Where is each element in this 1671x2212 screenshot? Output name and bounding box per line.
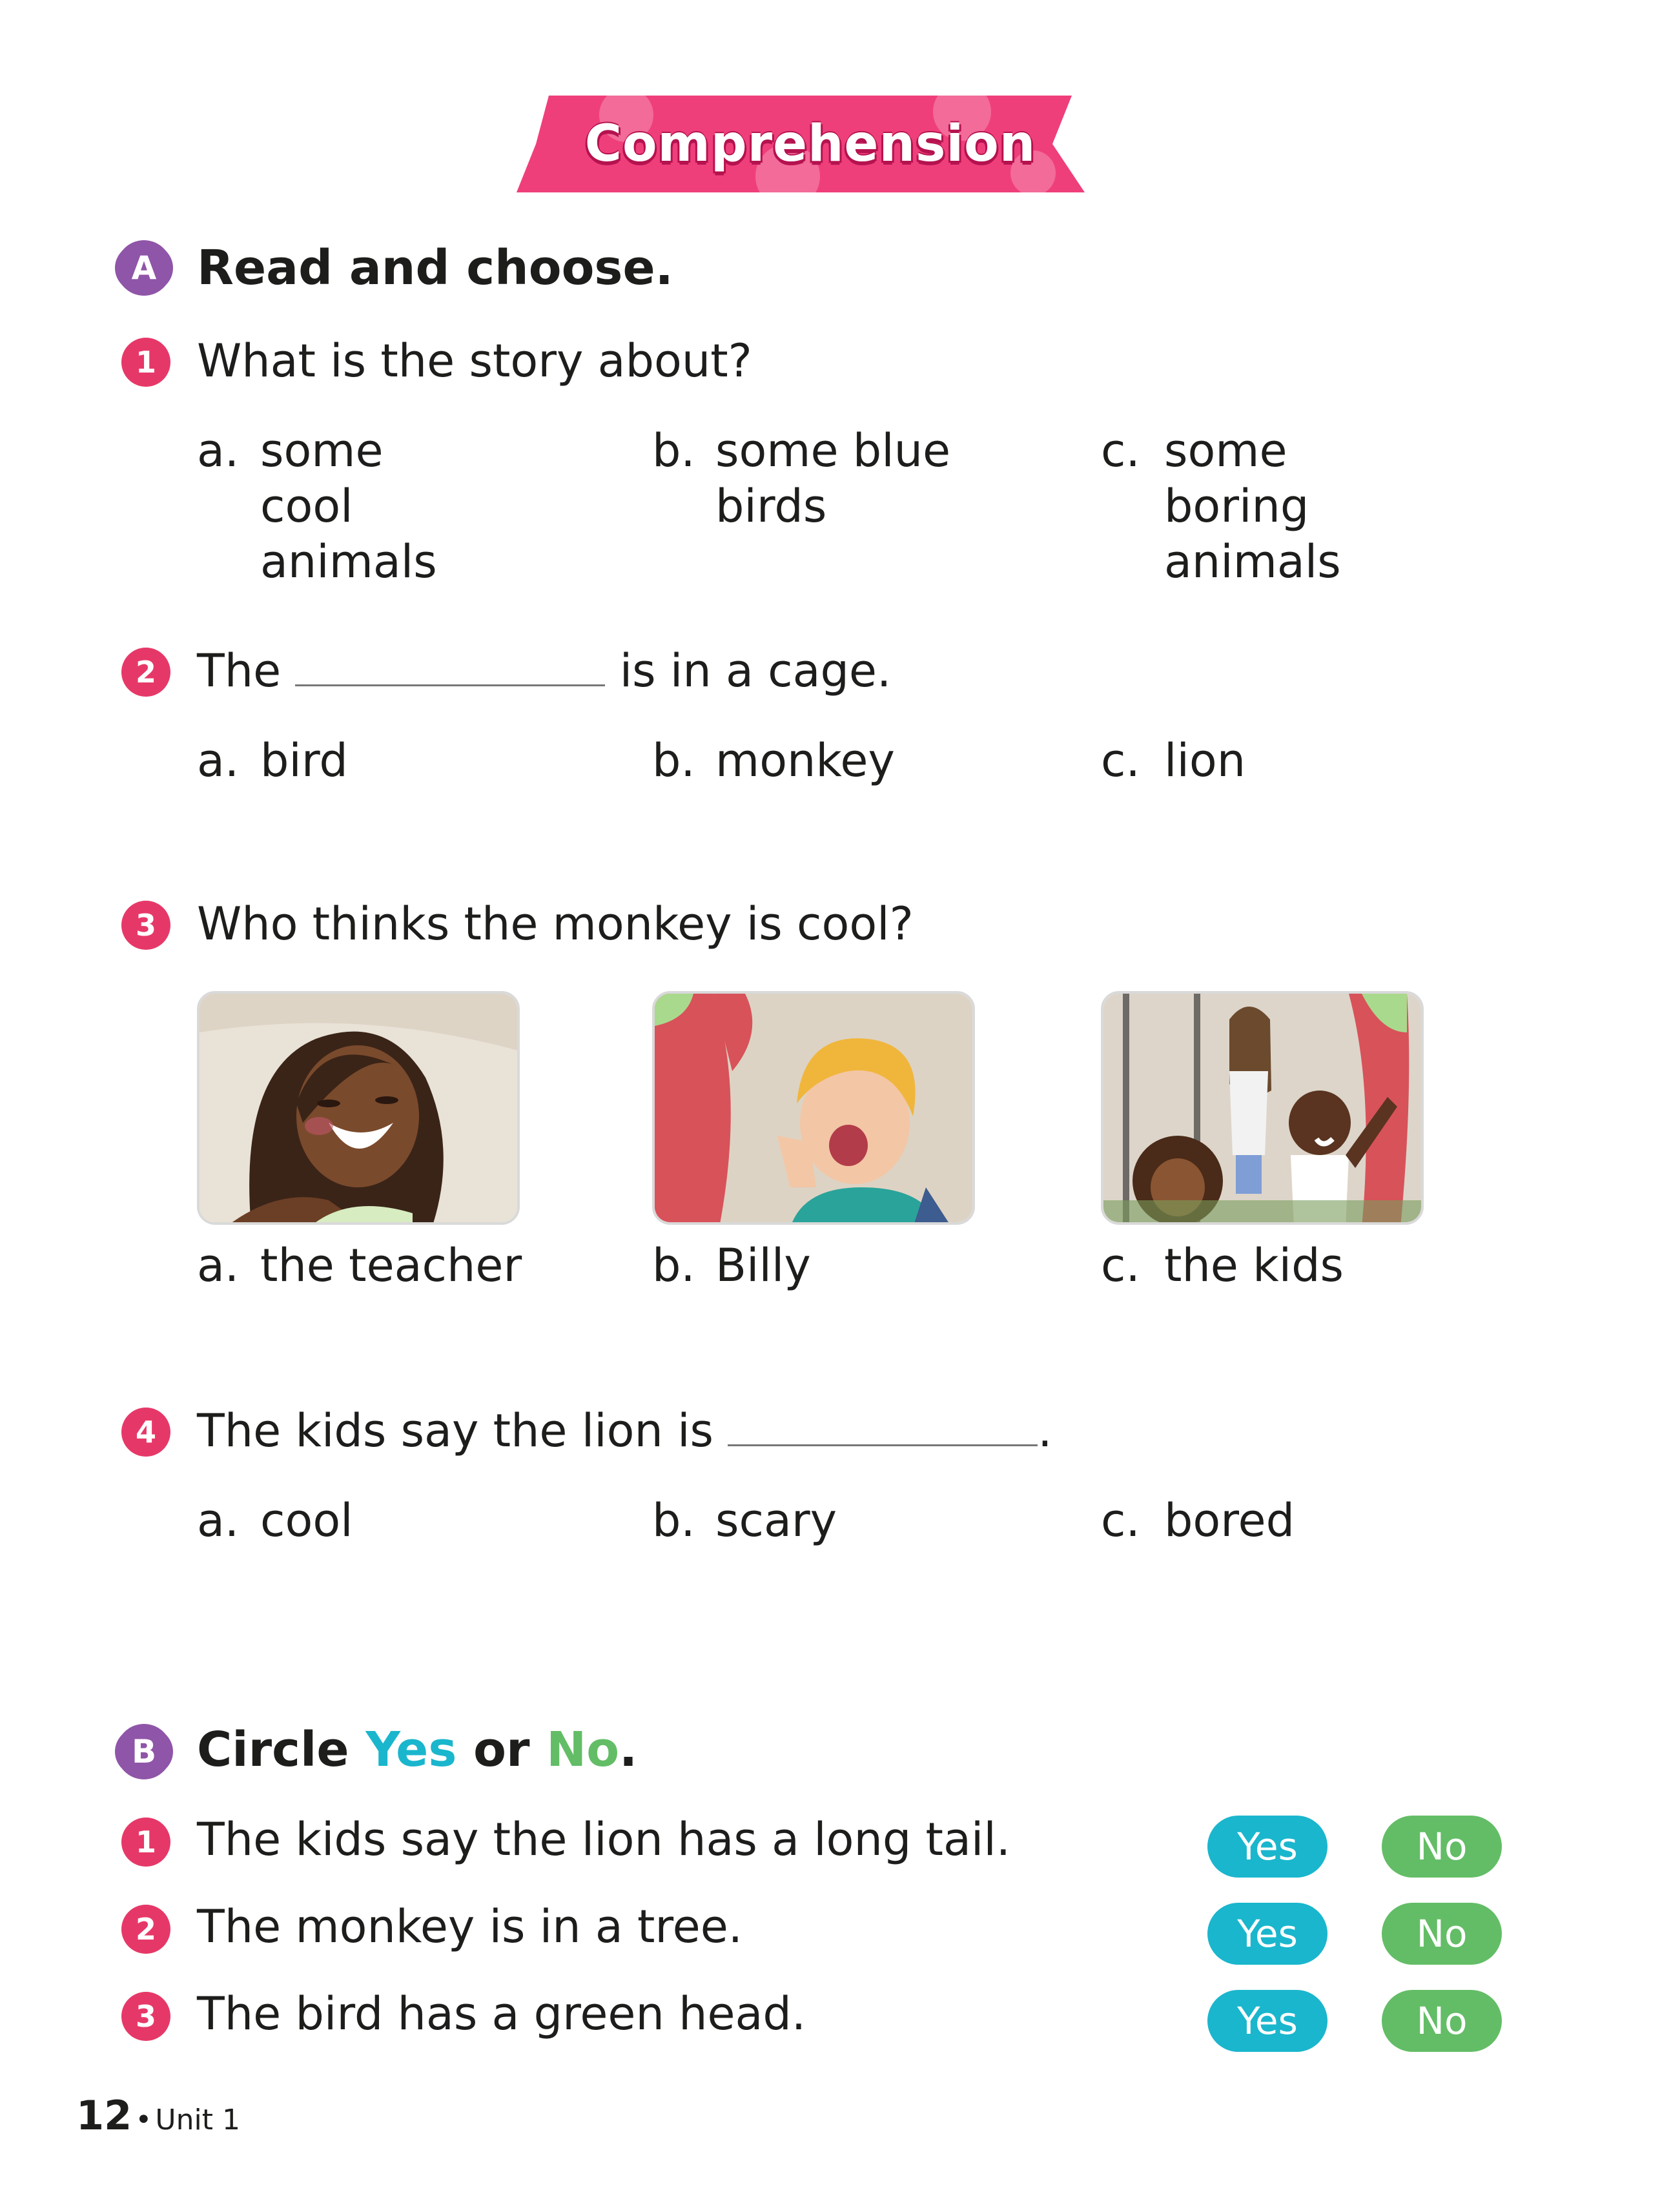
statement-1-yes-button[interactable]: Yes [1207, 1816, 1328, 1878]
option-letter: a. [197, 424, 240, 477]
title-period: . [619, 1722, 638, 1777]
option-letter: a. [197, 1494, 240, 1547]
option-letter: a. [197, 734, 240, 787]
statement-3-number: 3 [121, 1992, 170, 2041]
option-letter: b. [652, 734, 695, 787]
footer-bullet: • [135, 2104, 152, 2136]
kids-illustration[interactable] [1101, 991, 1424, 1225]
question-3-number: 3 [121, 901, 170, 950]
option-letter: c. [1101, 734, 1140, 787]
question-3-text: Who thinks the monkey is cool? [197, 897, 914, 950]
answer-blank[interactable] [295, 647, 605, 686]
option-letter: b. [652, 1494, 695, 1547]
page-title: Comprehension [584, 115, 1036, 173]
q3-option-c[interactable] [1101, 1238, 1344, 1293]
page-footer [76, 2092, 240, 2139]
option-text: some boring animals [1164, 424, 1341, 588]
statement-1-text: The kids say the lion has a long tail. [197, 1813, 1011, 1866]
section-b-title [197, 1722, 637, 1777]
q2-option-b[interactable] [652, 733, 895, 788]
q4-option-c[interactable] [1101, 1493, 1295, 1548]
option-text: bored [1164, 1494, 1295, 1547]
statement-2-no-button[interactable]: No [1382, 1903, 1502, 1965]
option-text: monkey [715, 734, 895, 787]
section-b-badge: B [116, 1724, 172, 1779]
question-2-text-after: is in a cage. [619, 644, 892, 697]
q1-option-c[interactable] [1101, 423, 1553, 589]
option-text: some cool animals [260, 424, 437, 588]
question-1-number: 1 [121, 338, 170, 387]
q2-option-a[interactable] [197, 733, 348, 788]
option-text: the teacher [260, 1239, 522, 1292]
option-text: cool [260, 1494, 353, 1547]
statement-3-no-button[interactable]: No [1382, 1990, 1502, 2052]
option-text: lion [1164, 734, 1246, 787]
option-letter: a. [197, 1239, 240, 1292]
statement-1-number: 1 [121, 1818, 170, 1867]
option-text: scary [715, 1494, 837, 1547]
option-letter: c. [1101, 1494, 1140, 1547]
option-text: the kids [1164, 1239, 1344, 1292]
option-letter: b. [652, 424, 695, 477]
page-number: 12 [76, 2092, 132, 2139]
statement-2-yes-button[interactable]: Yes [1207, 1903, 1328, 1965]
question-2-text-before: The [197, 644, 282, 697]
statement-3-text: The bird has a green head. [197, 1987, 806, 2040]
answer-blank[interactable] [728, 1407, 1038, 1446]
teacher-image [200, 994, 520, 1225]
statement-2-number: 2 [121, 1905, 170, 1954]
section-a-badge: A [116, 240, 172, 296]
option-letter: c. [1101, 1239, 1140, 1292]
q4-option-a[interactable] [197, 1493, 353, 1548]
option-text: bird [260, 734, 348, 787]
title-or-word: or [473, 1722, 530, 1777]
statement-3-yes-button[interactable]: Yes [1207, 1990, 1328, 2052]
q2-option-c[interactable] [1101, 733, 1246, 788]
statement-1-no-button[interactable]: No [1382, 1816, 1502, 1878]
question-1-text: What is the story about? [197, 334, 752, 387]
question-4-text-before: The kids say the lion is [197, 1404, 714, 1457]
option-text: some blue birds [715, 424, 951, 533]
title-no-word: No [546, 1722, 620, 1777]
question-2-text [197, 644, 891, 697]
question-4-text-after: . [1038, 1404, 1052, 1457]
unit-label: Unit 1 [155, 2104, 240, 2136]
q3-option-a[interactable] [197, 1238, 522, 1293]
option-letter: b. [652, 1239, 695, 1292]
option-text: Billy [715, 1239, 811, 1292]
section-a-title: Read and choose. [197, 240, 673, 296]
billy-illustration[interactable] [652, 991, 975, 1225]
question-4-text [197, 1404, 1052, 1457]
option-letter: c. [1101, 424, 1140, 477]
teacher-illustration[interactable] [197, 991, 520, 1225]
q4-option-b[interactable] [652, 1493, 837, 1548]
title-yes-word: Yes [365, 1722, 457, 1777]
title-banner [517, 96, 1104, 192]
q3-option-b[interactable] [652, 1238, 811, 1293]
question-2-number: 2 [121, 648, 170, 697]
statement-2-text: The monkey is in a tree. [197, 1900, 743, 1953]
title-circle-word: Circle [197, 1722, 349, 1777]
kids-image [1103, 994, 1424, 1225]
question-4-number: 4 [121, 1408, 170, 1457]
q1-option-a[interactable] [197, 423, 584, 589]
q1-option-b[interactable] [652, 423, 1040, 534]
billy-image [655, 994, 975, 1225]
